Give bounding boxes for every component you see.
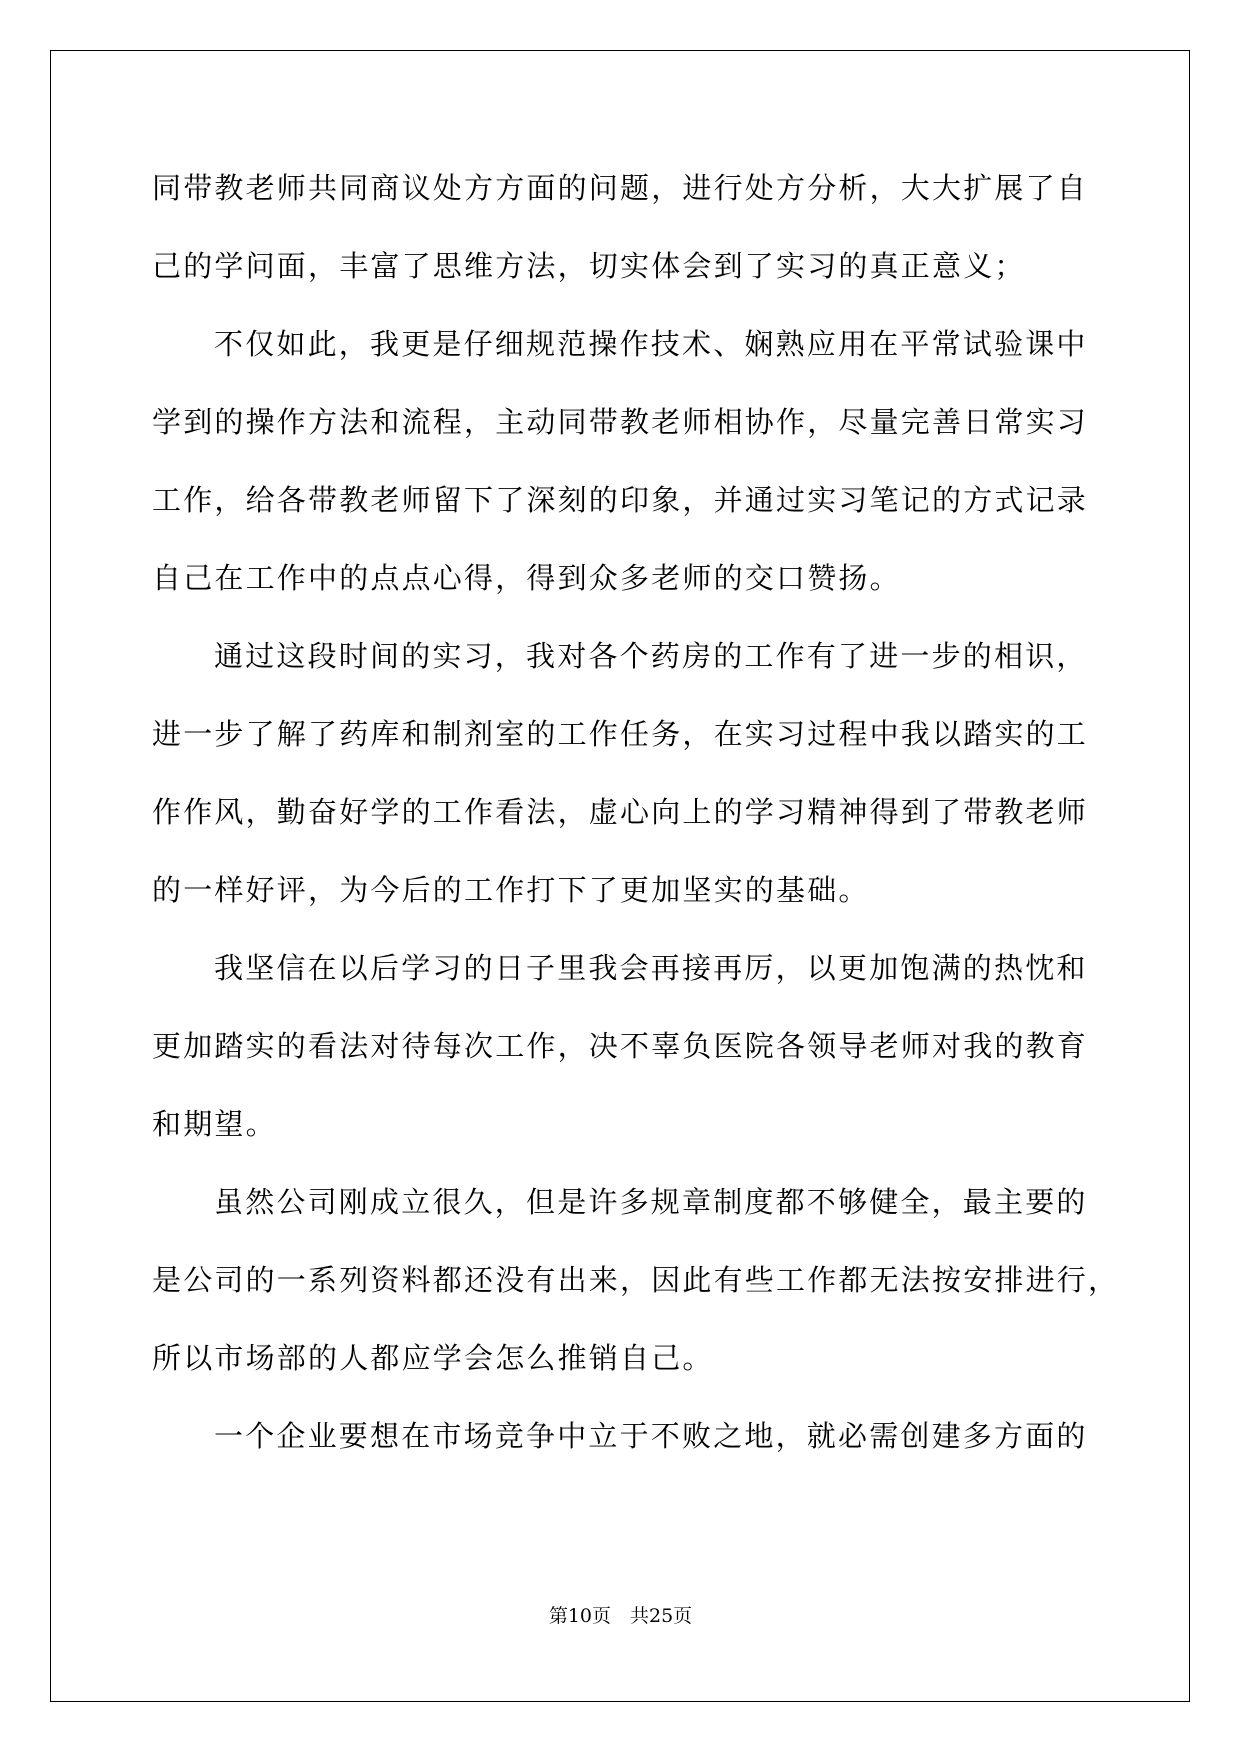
- body-text-line: 工作，给各带教老师留下了深刻的印象，并通过实习笔记的方式记录: [152, 483, 1089, 517]
- body-text-line: 一个企业要想在市场竞争中立于不败之地，就必需创建多方面的: [214, 1419, 1088, 1453]
- page-number-footer: 第10页 共25页: [548, 1605, 693, 1627]
- body-text-line: 虽然公司刚成立很久，但是许多规章制度都不够健全，最主要的: [214, 1185, 1088, 1219]
- body-text-line: 更加踏实的看法对待每次工作，决不辜负医院各领导老师对我的教育: [152, 1029, 1089, 1063]
- body-text-line: 不仅如此，我更是仔细规范操作技术、娴熟应用在平常试验课中: [214, 327, 1088, 361]
- body-text-line: 通过这段时间的实习，我对各个药房的工作有了进一步的相识，: [214, 639, 1088, 673]
- body-text-line: 己的学问面，丰富了思维方法，切实体会到了实习的真正意义；: [152, 249, 1026, 283]
- body-text-line: 是公司的一系列资料都还没有出来，因此有些工作都无法按安排进行，: [152, 1263, 1120, 1297]
- body-text-line: 同带教老师共同商议处方方面的问题，进行处方分析，大大扩展了自: [152, 171, 1089, 205]
- body-text-line: 学到的操作方法和流程，主动同带教老师相协作，尽量完善日常实习: [152, 405, 1089, 439]
- body-text-line: 和期望。: [152, 1107, 277, 1141]
- body-text-line: 所以市场部的人都应学会怎么推销自己。: [152, 1341, 714, 1375]
- body-text-line: 我坚信在以后学习的日子里我会再接再厉，以更加饱满的热忱和: [214, 951, 1088, 985]
- body-text-line: 作作风，勤奋好学的工作看法，虚心向上的学习精神得到了带教老师: [152, 795, 1089, 829]
- body-text-line: 进一步了解了药库和制剂室的工作任务，在实习过程中我以踏实的工: [152, 717, 1089, 751]
- body-text-line: 的一样好评，为今后的工作打下了更加坚实的基础。: [152, 873, 870, 907]
- body-text-line: 自己在工作中的点点心得，得到众多老师的交口赞扬。: [152, 561, 901, 595]
